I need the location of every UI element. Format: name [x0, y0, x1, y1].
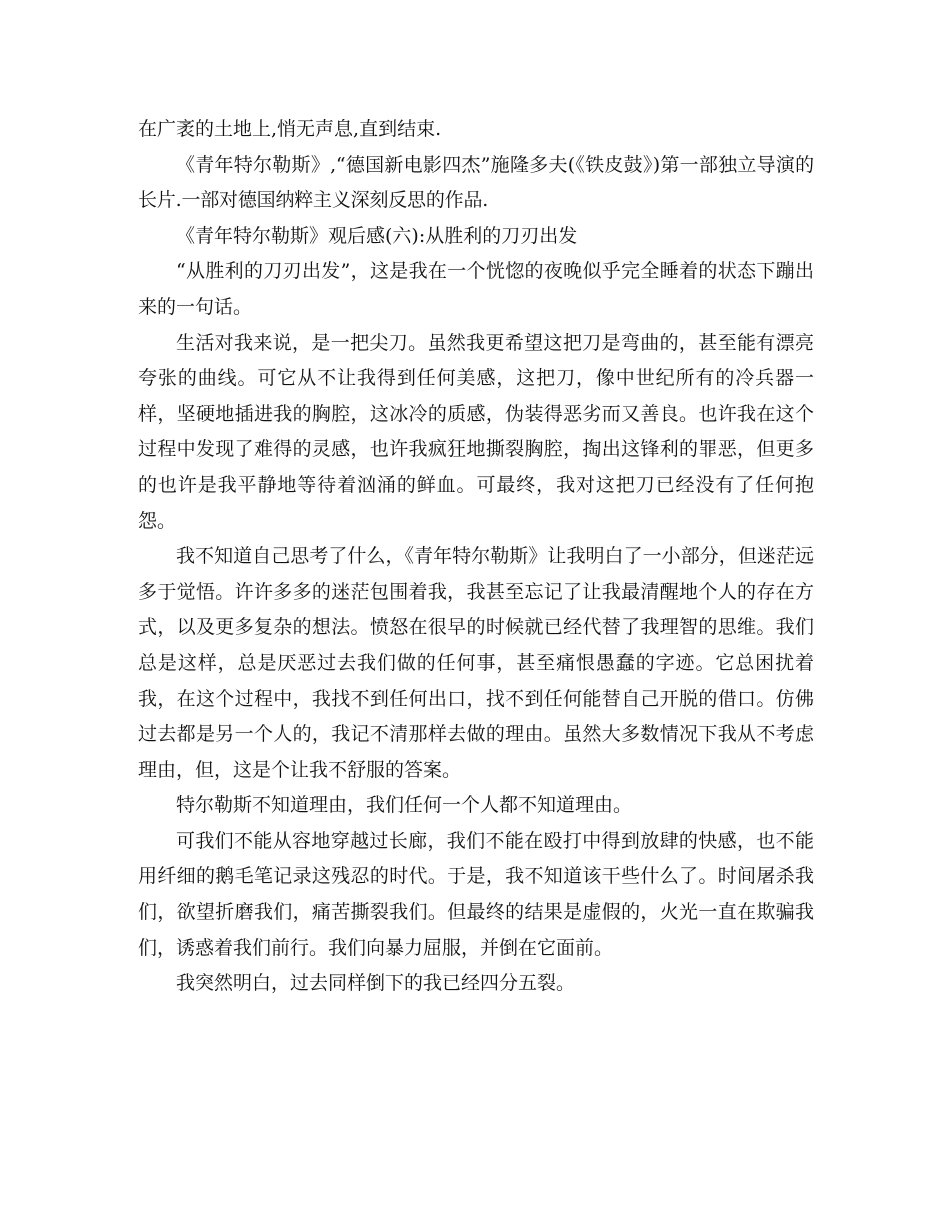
document-body: [138, 112, 814, 1002]
paragraph-knife: 生活对我来说，是一把尖刀。虽然我更希望这把刀是弯曲的，甚至能有漂亮夸张的曲线。可它从不让我得到任何美感，这把刀，像中世纪所有的冷兵器一样，坚硬地插进我的胸腔，这冰冷的质感，伪装得恶劣而又善良。也许我在这个过程中发现了难得的灵感，也许我疯狂地撕裂胸腔，掏出这锋利的罪恶，但更多的也许是我平静地等待着汹涌的鲜血。可最终，我对这把刀已经没有了任何抱怨。: [138, 331, 814, 532]
paragraph-continuation: 在广袤的土地上,悄无声息,直到结束.: [138, 118, 442, 140]
paragraph-confusion: 我不知道自己思考了什么，《青年特尔勒斯》让我明白了一小部分，但迷茫远多于觉悟。许许多多的迷茫包围着我，我甚至忘记了让我最清醒地个人的存在方式，以及更多复杂的想法。愤怒在很早的时候就已经代替了我理智的思维。我们总是这样，总是厌恶过去我们做的任何事，甚至痛恨愚蠢的字迹。它总困扰着我，在这个过程中，我找不到任何出口，找不到任何能替自己开脱的借口。仿佛过去都是另一个人的，我记不清那样去做的理由。虽然大多数情况下我从不考虑理由，但，这是个让我不舒服的答案。: [138, 545, 814, 781]
paragraph-opening-quote: “从胜利的刀刃出发”，这是我在一个恍惚的夜晚似乎完全睡着的状态下蹦出来的一句话。: [138, 260, 814, 318]
section-heading: 《青年特尔勒斯》观后感(六):从胜利的刀刃出发: [176, 224, 578, 247]
paragraph-realization: 我突然明白，过去同样倒下的我已经四分五裂。: [176, 972, 576, 995]
paragraph-no-reason: 特尔勒斯不知道理由，我们任何一个人都不知道理由。: [176, 794, 633, 817]
paragraph-corridor: 可我们不能从容地穿越过长廊，我们不能在殴打中得到放肆的快感，也不能用纤细的鹅毛笔记录这残忍的时代。于是，我不知道该干些什么了。时间屠杀我们，欲望折磨我们，痛苦撕裂我们。但最终的结果是虚假的，火光一直在欺骗我们，诱惑着我们前行。我们向暴力屈服，并倒在它面前。: [138, 829, 814, 959]
paragraph-film-intro: 《青年特尔勒斯》,“德国新电影四杰”施隆多夫(《铁皮鼓》)第一部独立导演的长片.一部对德国纳粹主义深刻反思的作品.: [138, 153, 814, 212]
